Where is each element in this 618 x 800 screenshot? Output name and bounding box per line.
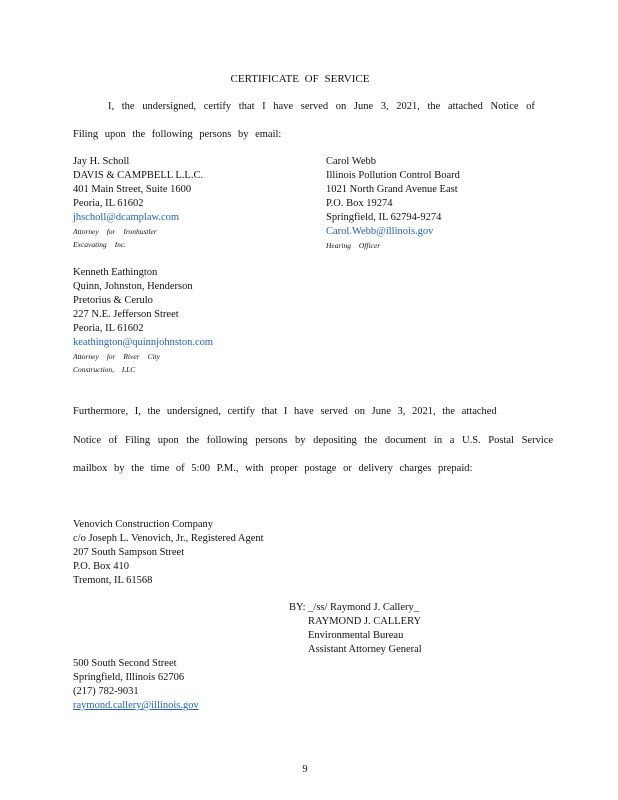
recipient-address-2: Peoria, IL 61602 xyxy=(73,323,144,334)
recipient-role-1: Attorney for Ironhustler xyxy=(73,227,157,236)
office-address-2: Springfield, Illinois 62706 xyxy=(73,672,185,683)
recipient-firm: DAVIS & CAMPBELL L.L.C. xyxy=(73,170,204,181)
mail-paragraph-line-1: Furthermore, I, the undersigned, certify that I have served on June 3, 2021, the attached xyxy=(73,406,497,417)
email-recipient-scholl xyxy=(73,155,203,251)
recipient-address-2: P.O. Box 410 xyxy=(73,561,130,572)
recipient-address-2: Peoria, IL 61602 xyxy=(73,198,144,209)
recipient-name: Jay H. Scholl xyxy=(73,156,130,167)
recipient-firm-2: Pretorius & Cerulo xyxy=(73,295,153,306)
recipient-name: Venovich Construction Company xyxy=(73,519,213,530)
office-address-1: 500 South Second Street xyxy=(73,658,177,669)
office-email-link[interactable]: raymond.callery@illinois.gov xyxy=(73,700,199,711)
signer-department: Environmental Bureau xyxy=(308,630,404,641)
signature-by-line: BY: _/ss/ Raymond J. Callery_ xyxy=(289,602,419,613)
recipient-role-1: Hearing Officer xyxy=(326,241,381,250)
recipient-role-2: Excavating Inc. xyxy=(73,240,127,249)
recipient-agent: c/o Joseph L. Venovich, Jr., Registered Agent xyxy=(73,533,264,544)
recipient-address-3: Springfield, IL 62794-9274 xyxy=(326,212,442,223)
intro-paragraph-line-2: Filing upon the following persons by email: xyxy=(73,129,282,140)
signer-title: Assistant Attorney General xyxy=(308,644,422,655)
recipient-name: Kenneth Eathington xyxy=(73,267,158,278)
recipient-address-3: Tremont, IL 61568 xyxy=(73,575,153,586)
recipient-address-1: 227 N.E. Jefferson Street xyxy=(73,309,179,320)
recipient-name: Carol Webb xyxy=(326,156,376,167)
recipient-email-link[interactable]: Carol.Webb@illinois.gov xyxy=(326,226,434,237)
recipient-address-2: P.O. Box 19274 xyxy=(326,198,393,209)
signature-block xyxy=(289,601,422,657)
email-recipient-webb xyxy=(326,155,460,252)
recipient-firm: Illinois Pollution Control Board xyxy=(326,170,460,181)
page-number: 9 xyxy=(302,764,308,775)
intro-paragraph-line-1: I, the undersigned, certify that I have served on June 3, 2021, the attached Notice of xyxy=(108,101,535,112)
office-address-block xyxy=(73,657,199,713)
page-title: CERTIFICATE OF SERVICE xyxy=(230,73,370,85)
mail-paragraph-line-3: mailbox by the time of 5:00 P.M., with proper postage or delivery charges prepaid: xyxy=(73,463,473,474)
mail-recipient-venovich xyxy=(73,518,264,588)
office-phone: (217) 782-9031 xyxy=(73,686,139,697)
recipient-address-1: 401 Main Street, Suite 1600 xyxy=(73,184,192,195)
mail-paragraph-line-2: Notice of Filing upon the following persons by depositing the document in a U.S. Postal Service xyxy=(73,435,554,446)
recipient-email-link[interactable]: keathington@quinnjohnston.com xyxy=(73,337,214,348)
signer-name: RAYMOND J. CALLERY xyxy=(308,616,422,627)
recipient-role-1: Attorney for River City xyxy=(73,352,160,361)
recipient-address-1: 1021 North Grand Avenue East xyxy=(326,184,458,195)
recipient-firm-1: Quinn, Johnston, Henderson xyxy=(73,281,193,292)
recipient-email-link[interactable]: jhscholl@dcamplaw.com xyxy=(73,212,180,223)
recipient-role-2: Construction, LLC xyxy=(73,365,136,374)
recipient-address-1: 207 South Sampson Street xyxy=(73,547,185,558)
email-recipient-eathington xyxy=(73,266,213,376)
